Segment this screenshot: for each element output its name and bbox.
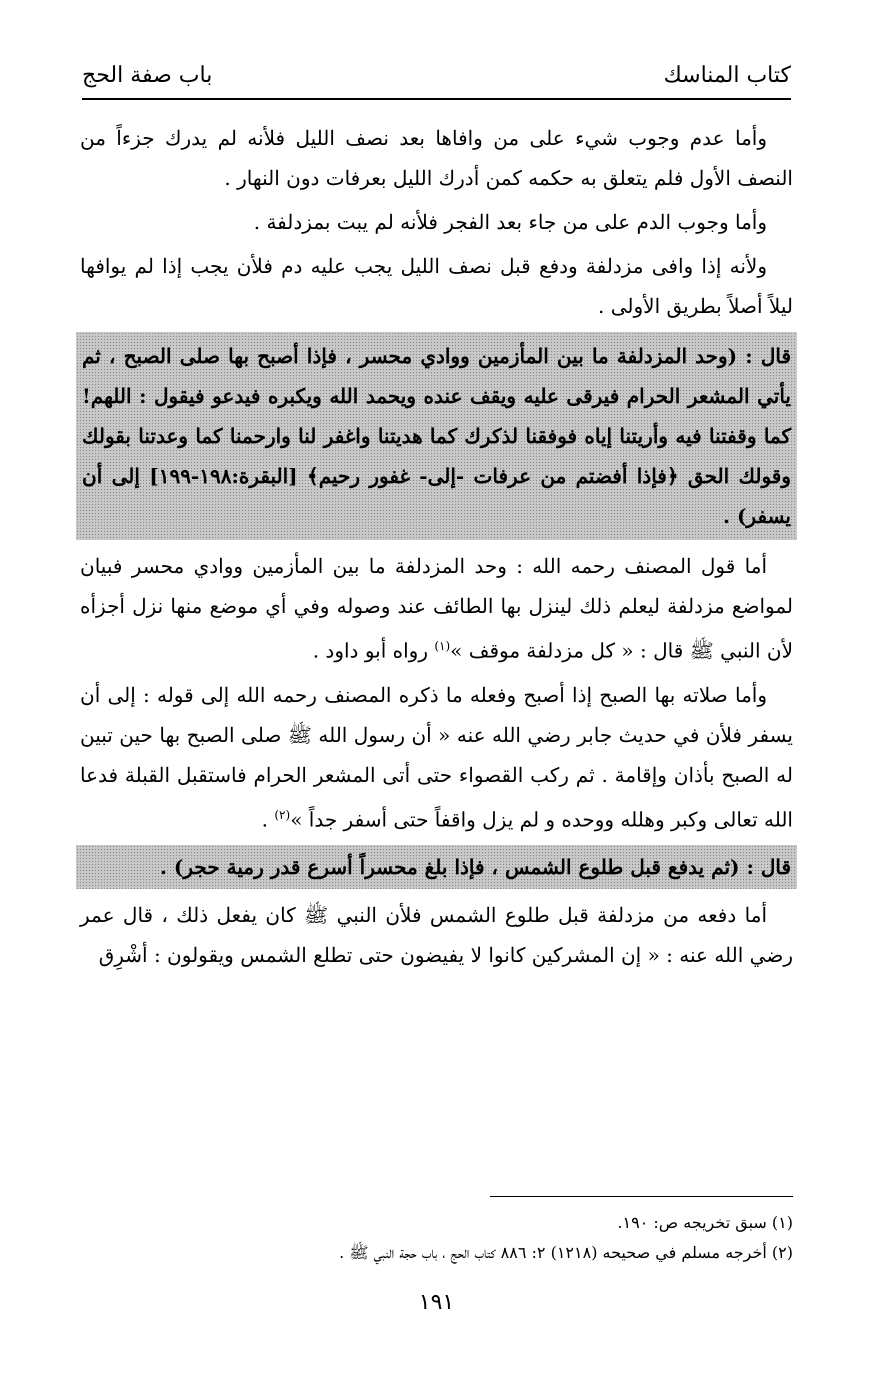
footnote: (٢) أخرجه مسلم في صحيحه (١٢١٨) ٢: ٨٨٦ كتاب الحج ، باب حجة النبي ﷺ . — [339, 1243, 793, 1262]
paragraph — [80, 546, 793, 671]
footnote-divider — [490, 1196, 793, 1197]
section-title: باب صفة الحج — [82, 62, 213, 88]
quote-text: قال : (وحد المزدلفة ما بين المأزمين ووادي محسر ، فإذا أصبح بها صلى الصبح ، ثم يأتي المشعر الحرام فيرقى عليه ويقف عنده ويحمد الله ويكبره فيدعو فيقول : اللهم! كما وقفتنا فيه وأريتنا إياه فوفقنا لذكرك كما هديتنا واغفر لنا وارحمنا كما وعدتنا بقولك وقولك الحق ﴿فإذا أفضتم من عرفات -إلى- غفور رحيم﴾ [البقرة:١٩٨-١٩٩] إلى أن يسفر) . — [82, 344, 791, 528]
paragraph: وأما وجوب الدم على من جاء بعد الفجر فلأنه لم يبت بمزدلفة . — [253, 210, 767, 234]
footnote: (١) سبق تخريجه ص: ١٩٠. — [617, 1213, 793, 1232]
paragraph: أما دفعه من مزدلفة قبل طلوع الشمس فلأن النبي ﷺ كان يفعل ذلك ، قال عمر رضي الله عنه : « إن المشركين كانوا لا يفيضون حتى تطلع الشمس ويقولون : أشْرِق — [80, 903, 793, 968]
main-text — [80, 118, 793, 979]
footnote-ref[interactable]: (١) — [434, 639, 451, 653]
running-header — [82, 58, 791, 92]
quoted-matn-block — [76, 332, 797, 540]
paragraph-text: وأما صلاته بها الصبح إذا أصبح وفعله ما ذكره المصنف رحمه الله إلى قوله : إلى أن يسفر فلأن في حديث جابر رضي الله عنه « أن رسول الله ﷺ صلى الصبح بها حين تبين له الصبح بأذان وإقامة . ثم ركب القصواء حتى أتى المشعر الحرام فاستقبل القبلة فدعا الله تعالى وكبر وهلله ووحده و لم يزل واقفاً حتى أسفر جداً » — [80, 682, 793, 832]
quoted-matn-block — [76, 845, 797, 889]
paragraph-text: . — [261, 807, 275, 832]
footnotes — [80, 1208, 793, 1268]
paragraph: وأما عدم وجوب شيء على من وافاها بعد نصف الليل فلأنه لم يدرك جزءاً من النصف الأول فلم يتعلق به حكمه كمن أدرك الليل بعرفات دون النهار . — [80, 126, 793, 190]
paragraph: ولأنه إذا وافى مزدلفة ودفع قبل نصف الليل يجب عليه دم فلأن يجب إذا لم يوافها ليلاً أصلاً بطريق الأولى . — [80, 254, 793, 318]
quote-text: قال : (ثم يدفع قبل طلوع الشمس ، فإذا بلغ محسراً أسرع قدر رمية حجر) . — [159, 855, 791, 880]
paragraph-text: أما قول المصنف رحمه الله : وحد المزدلفة ما بين المأزمين ووادي محسر فبيان لمواضع مزدلفة ليعلم ذلك لينزل بها الطائف عند وصوله وفي أي موضع منها نزل أجزأه لأن النبي ﷺ قال : « كل مزدلفة موقف » — [80, 554, 793, 663]
book-title: كتاب المناسك — [663, 62, 791, 88]
page-number: ١٩١ — [418, 1290, 455, 1315]
footnote-ref[interactable]: (٢) — [274, 807, 291, 822]
paragraph-text: رواه أبو داود . — [312, 638, 435, 663]
header-divider — [82, 98, 791, 100]
paragraph — [80, 675, 793, 840]
